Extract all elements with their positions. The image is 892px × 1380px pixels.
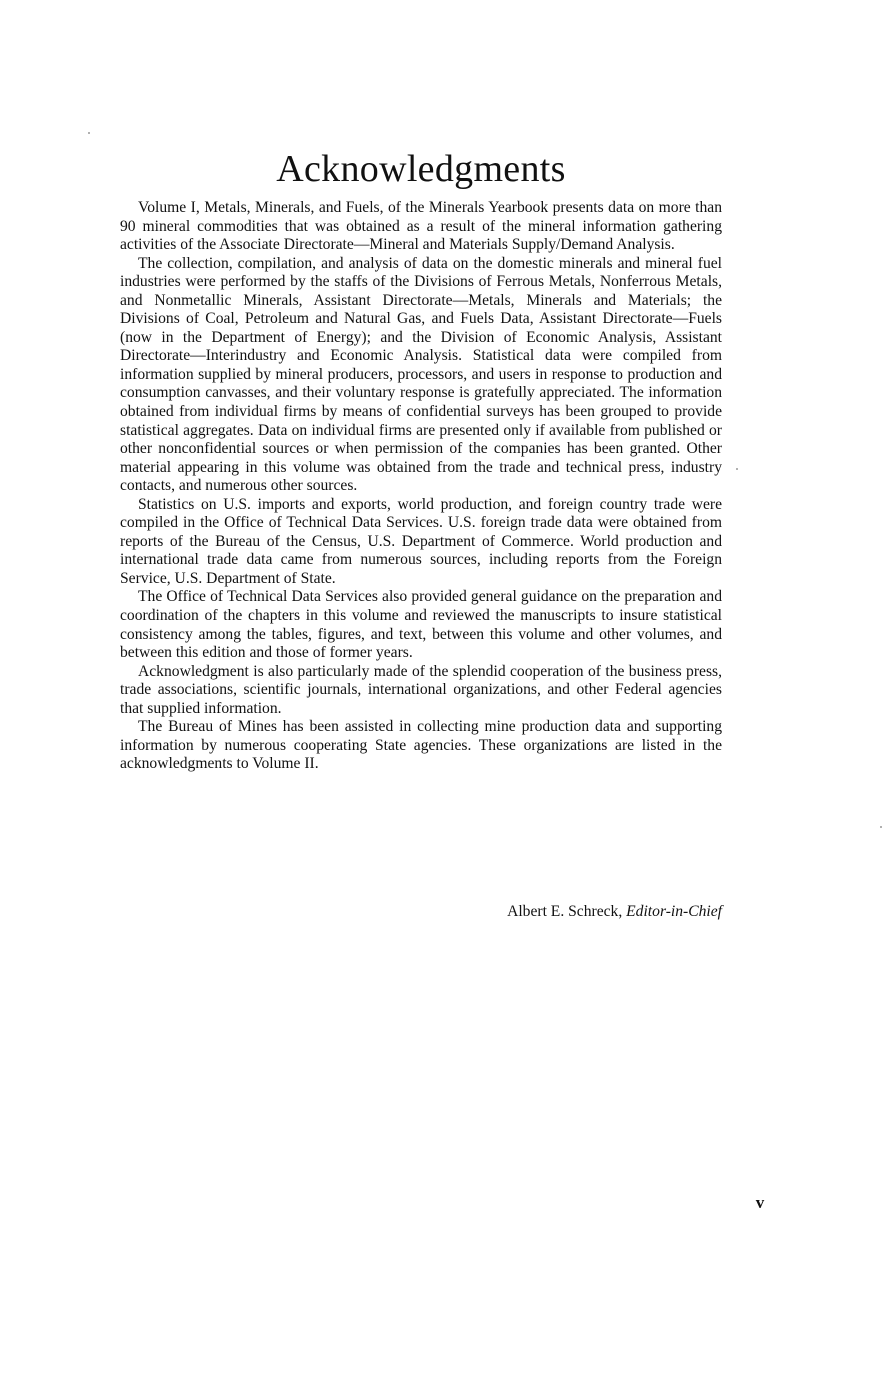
paragraph-4: The Office of Technical Data Services also provided general guidance on the preparation and coordination of the chapters in this volume and reviewed the manuscripts to insure statistical consistency among the tables, figures, and text, between this volume and other volumes, and between this edition and those of former years. — [120, 588, 722, 662]
paragraph-6: The Bureau of Mines has been assisted in collecting mine production data and supporting information by numerous cooperating State agencies. These organizations are listed in the acknowledgments to Volume II. — [120, 718, 722, 773]
signature-role: Editor-in-Chief — [626, 903, 722, 920]
page-number: v — [755, 1193, 765, 1212]
paragraph-2: The collection, compilation, and analysis of data on the domestic minerals and mineral fuel industries were performed by the staffs of the Divisions of Ferrous Metals, Nonferrous Metals, and Nonmetallic Minerals, Assistant Directorate—Metals, Minerals and Materials; the Divisions of Coal, Petroleum and Natural Gas, and Fuels Data, Assistant Directorate—Fuels (now in the Department of Energy); and the Division of Economic Analysis, Assistant Directorate—Interindustry and Economic Analysis. Statistical data were compiled from information supplied by mineral producers, processors, and users in response to production and consumption canvasses, and their voluntary response is gratefully appreciated. The information obtained from individual firms by means of confidential surveys has been grouped to provide statistical aggregates. Data on individual firms are presented only if available from published or other nonconfidential sources or when permission of the companies has been granted. Other material appearing in this volume was obtained from the trade and technical press, industry contacts, and numerous other sources. — [120, 254, 722, 495]
paragraph-3: Statistics on U.S. imports and exports, world production, and foreign country trade were compiled in the Office of Technical Data Services. U.S. foreign trade data were obtained from reports of the Bureau of the Census, U.S. Department of Commerce. World production and international trade data came from numerous sources, including reports from the Foreign Service, U.S. Department of State. — [120, 495, 722, 587]
scan-speck — [880, 826, 882, 828]
signature — [120, 902, 722, 922]
acknowledgments-body — [120, 199, 722, 774]
paragraph-1: Volume I, Metals, Minerals, and Fuels, of the Minerals Yearbook presents data on more than 90 mineral commodities that was obtained as a result of the mineral information gathering activities of the Associate Directorate—Mineral and Materials Supply/Demand Analysis. — [120, 199, 722, 254]
scan-speck — [88, 132, 90, 134]
scan-speck — [736, 468, 738, 470]
paragraph-5: Acknowledgment is also particularly made of the splendid cooperation of the business press, trade associations, scientific journals, international organizations, and other Federal agencies that supplied information. — [120, 662, 722, 717]
signature-name: Albert E. Schreck, — [507, 903, 623, 920]
page-title: Acknowledgments — [276, 148, 566, 190]
